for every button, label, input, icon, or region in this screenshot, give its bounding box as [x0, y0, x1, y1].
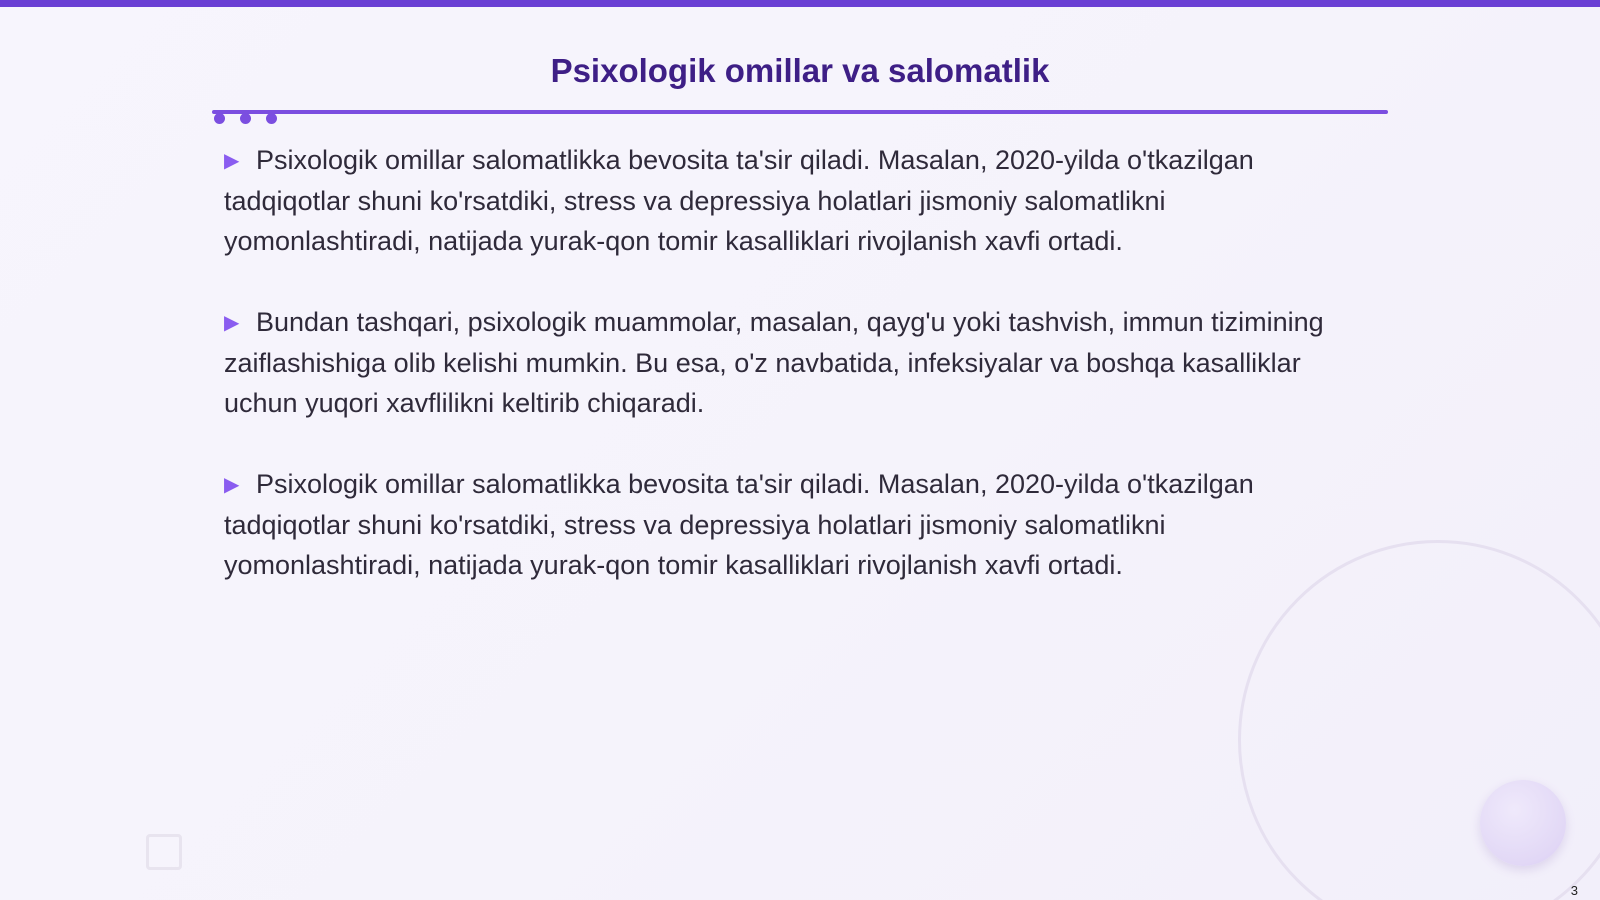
- bullet-item: [224, 140, 1344, 261]
- decorative-dot: [266, 113, 277, 124]
- decorative-disc: [1480, 780, 1566, 866]
- bullet-item: [224, 464, 1344, 585]
- triangle-bullet-icon: ▶: [224, 474, 240, 496]
- bullet-list: [224, 140, 1344, 626]
- bullet-text: Psixologik omillar salomatlikka bevosita ta'sir qiladi. Masalan, 2020-yilda o'tkazilgan tadqiqotlar shuni ko'rsatdiki, stress va depressiya holatlari jismoniy salomatlikni yomonlashtiradi, natijada yurak-qon tomir kasalliklari rivojlanish xavfi ortadi.: [224, 145, 1254, 256]
- bullet-text: Psixologik omillar salomatlikka bevosita ta'sir qiladi. Masalan, 2020-yilda o'tkazilgan tadqiqotlar shuni ko'rsatdiki, stress va depressiya holatlari jismoniy salomatlikni yomonlashtiradi, natijada yurak-qon tomir kasalliklari rivojlanish xavfi ortadi.: [224, 469, 1254, 580]
- top-accent-bar: [0, 0, 1600, 7]
- triangle-bullet-icon: ▶: [224, 312, 240, 334]
- decorative-dot: [240, 113, 251, 124]
- bullet-text: Bundan tashqari, psixologik muammolar, masalan, qayg'u yoki tashvish, immun tizimining zaiflashishiga olib kelishi mumkin. Bu esa, o'z navbatida, infeksiyalar va boshqa kasalliklar uchun yuqori xavflilikni keltirib chiqaradi.: [224, 307, 1324, 418]
- slide-title: Psixologik omillar va salomatlik: [550, 52, 1050, 89]
- triangle-bullet-icon: ▶: [224, 150, 240, 172]
- decorative-dot: [214, 113, 225, 124]
- page-number: 3: [1570, 883, 1578, 898]
- bullet-item: [224, 302, 1344, 423]
- decorative-square: [146, 834, 182, 870]
- title-underline: [212, 110, 1388, 114]
